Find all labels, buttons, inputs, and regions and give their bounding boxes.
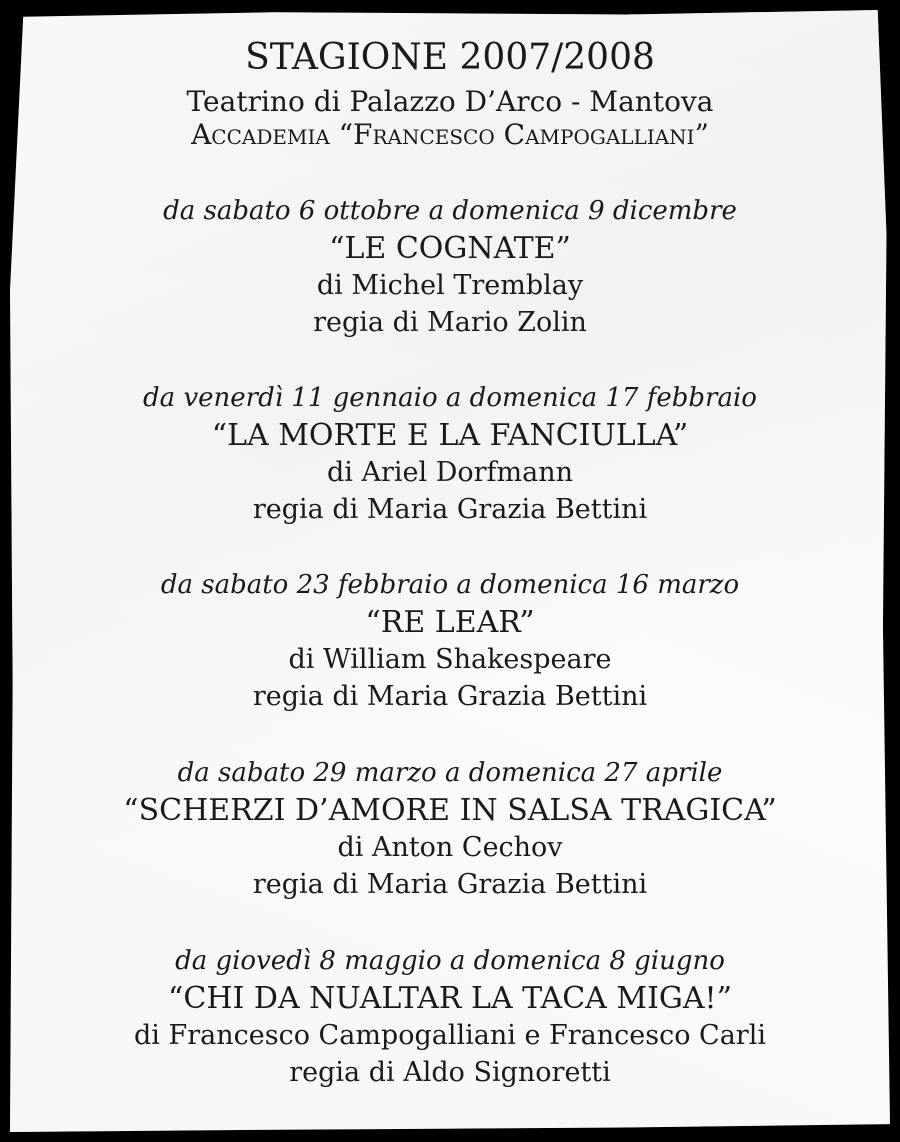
show-author: di Francesco Campogalliani e Francesco Carli: [134, 1020, 766, 1051]
show-director: regia di Mario Zolin: [313, 307, 587, 338]
academy-name: Accademia “Francesco Campogalliani”: [191, 118, 709, 151]
season-title: STAGIONE 2007/2008: [245, 37, 655, 78]
show-entry: [0, 193, 900, 341]
show-director: regia di Maria Grazia Bettini: [252, 494, 648, 525]
show-title: “SCHERZI D’AMORE IN SALSA TRAGICA”: [123, 793, 777, 828]
show-dates: da sabato 29 marzo a domenica 27 aprile: [177, 758, 723, 788]
show-director: regia di Maria Grazia Bettini: [252, 869, 648, 900]
show-title: “CHI DA NUALTAR LA TACA MIGA!”: [168, 981, 732, 1016]
show-author: di Michel Tremblay: [316, 270, 584, 301]
show-title: “LE COGNATE”: [329, 231, 571, 266]
show-title: “RE LEAR”: [365, 605, 535, 640]
show-entry: [0, 943, 900, 1091]
show-entry: [0, 380, 900, 528]
show-dates: da sabato 6 ottobre a domenica 9 dicembre: [163, 196, 737, 226]
venue-name: Teatrino di Palazzo D’Arco - Mantova: [186, 85, 714, 118]
show-dates: da giovedì 8 maggio a domenica 8 giugno: [175, 946, 725, 976]
show-author: di Ariel Dorfmann: [326, 457, 574, 488]
show-author: di Anton Cechov: [337, 832, 563, 863]
show-entry: [0, 567, 900, 715]
show-director: regia di Maria Grazia Bettini: [252, 681, 648, 712]
show-title: “LA MORTE E LA FANCIULLA”: [211, 418, 689, 453]
show-dates: da venerdì 11 gennaio a domenica 17 febbraio: [143, 383, 757, 413]
show-author: di William Shakespeare: [288, 644, 612, 675]
show-director: regia di Aldo Signoretti: [289, 1057, 611, 1088]
show-dates: da sabato 23 febbraio a domenica 16 marzo: [160, 570, 740, 600]
show-entry: [0, 755, 900, 903]
